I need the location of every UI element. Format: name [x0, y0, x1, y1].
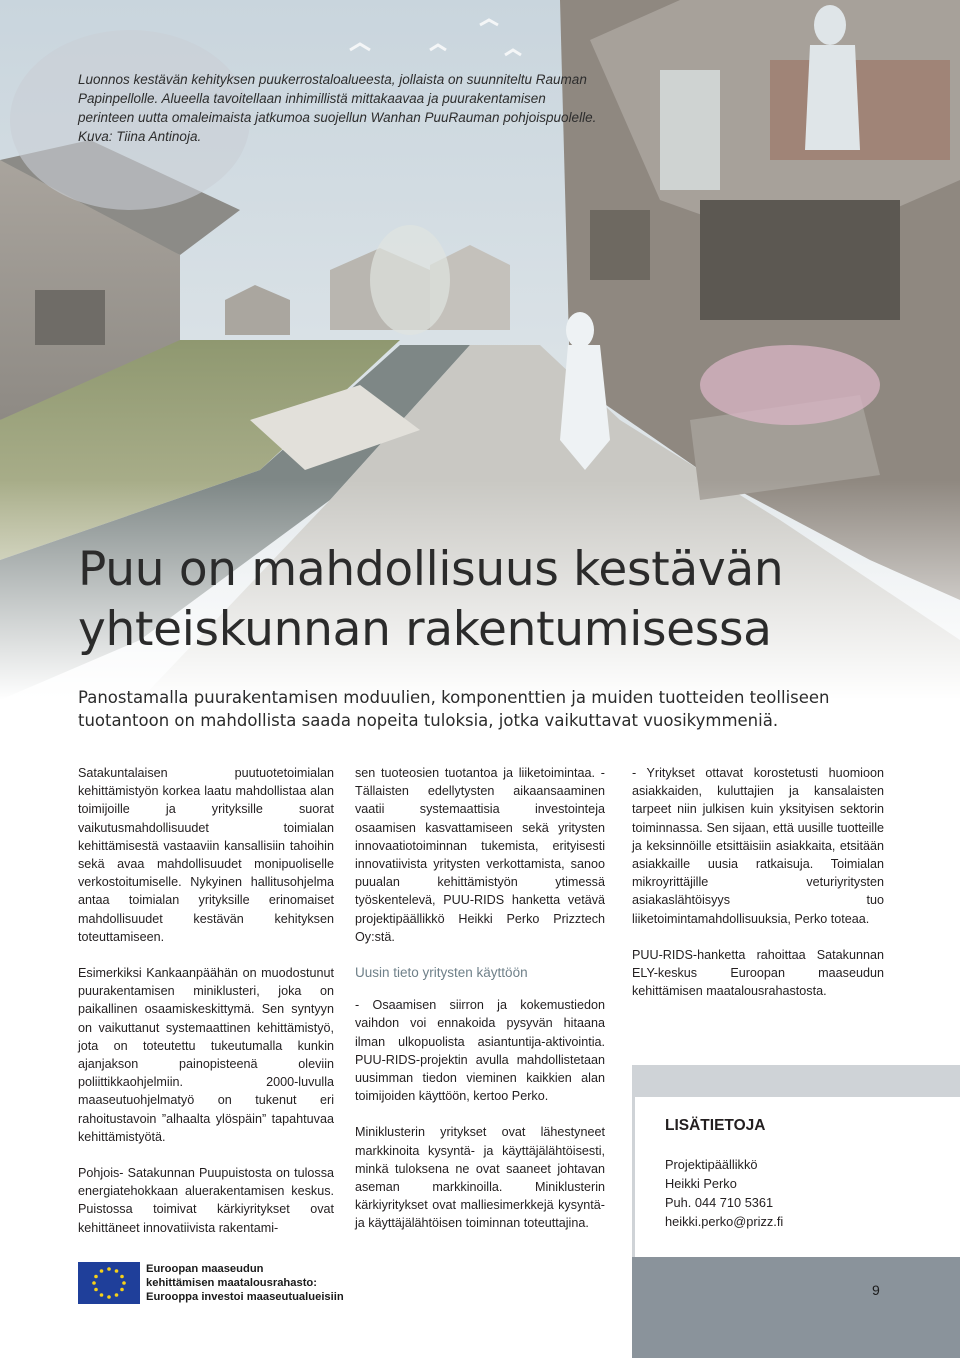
lead-paragraph: Panostamalla puurakentamisen moduulien, komponenttien ja muiden tuotteiden teolliseen tuotantoon on mahdollista saada nopeita tuloksia, jotka vaikuttavat vuosikymmeniä. [78, 688, 830, 730]
image-caption: Luonnos kestävän kehityksen puukerrostaloalueesta, jollaista on suunniteltu Rauman Papinpellolle. Alueella tavoitellaan inhimillistä mittakaavaa ja puurakentamisen perinteen uutta omaleimaista jatkumoa suojellun Wanhan PuuRauman pohjoispuolelle. Kuva: Tiina Antinoja. [78, 72, 597, 144]
info-box-header-band [632, 1065, 960, 1097]
eu-fund-line-1: Euroopan maaseudun [146, 1263, 264, 1275]
paragraph: Esimerkiksi Kankaanpäähän on muodostunut puurakentamisen miniklusteri, joka on paikallinen osaamiskeskittymä. Sen syntyyn on vaikuttanut systemaattinen kehittämistyö, jota on toteutettu tukeutumalla kunkin ajanjakson painopisteenä oleviin poliittikkaohjelmiin. 2000-luvulla maaseutuohjelmatyö on tukenut eri rahoitustavoin ”alhaalta ylöspäin” tapahtuvaa kehittämistyötä. [78, 966, 334, 1144]
contact-role: Projektipäällikkö [665, 1157, 758, 1172]
page-number: 9 [872, 1282, 880, 1298]
eu-fund-line-3: Eurooppa investoi maaseutualueisiin [146, 1291, 344, 1303]
eu-flag-icon [78, 1262, 140, 1304]
paragraph: sen tuoteosien tuotantoa ja liiketoimintaa. - Tällaisten edellytysten aikaansaaminen vaatii systemaattisia investointeja osaamisen kasvattamiseen sekä yritysten innovaatiotoiminnan tukemista, erityisesti innovatiivista yritysten verkottamista, sanoo puualan kehittämistyön ytimessä työskentelevä, PUU-RIDS hanketta vetävä projektipäällikkö Heikki Perko Prizztech Oy:stä. [355, 766, 605, 944]
contact-phone: Puh. 044 710 5361 [665, 1195, 774, 1210]
paragraph: Pohjois- Satakunnan Puupuistosta on tulossa energiatehokkaan aluerakentamisen keskus. Puistossa toimivat kärkiyritykset ovat kehittäneet innovatiivista rakentami- [78, 1166, 334, 1235]
section-subheading: Uusin tieto yritysten käyttöön [355, 965, 528, 981]
info-box-title: LISÄTIETOJA [665, 1117, 766, 1134]
paragraph: PUU-RIDS-hanketta rahoittaa Satakunnan ELY-keskus Euroopan maaseudun kehittämisen maatalousrahastosta. [632, 947, 884, 999]
page-footer-band [632, 1257, 960, 1358]
contact-email[interactable]: heikki.perko@prizz.fi [665, 1214, 784, 1229]
paragraph: - Yritykset ottavat korostetusti huomioon asiakkaiden, kuluttajien ja kansalaisten tarpeet niin julkisen kuin yksityisen sektorin toiminnassa. Sen sijaan, että uusille tuotteille ja keksinnöille etsittäisiin asiakkaita, etsitään asiakkaille uusia ratkaisuja. Toimialan mikroyrittäjille veturiyritysten asiakaslähtöisyys tuo liiketoimintamahdollisuuksia, Perko toteaa. [632, 766, 884, 926]
paragraph: Satakuntalaisen puutuotetoimialan kehittämistyön korkea laatu mahdollistaa alan toimijoille ja yrityksille suorat vaikutusmahdollisuudet toimialan kehittämisestä vastaaviin kansallisiin tahoihin sekä avaa mahdollisuudet monipuoliselle verkostoitumiselle. Nykyinen hallitusohjelma antaa toimialan yrityksille erinomaiset mahdollisuudet kestävän kehityksen toteuttamiseen. [78, 766, 334, 944]
column-2 [355, 764, 605, 1251]
page-title: Puu on mahdollisuus kestävän yhteiskunnan rakentumisessa [78, 542, 784, 657]
contact-name: Heikki Perko [665, 1176, 737, 1191]
column-1 [78, 764, 334, 1255]
eu-fund-line-2: kehittämisen maatalousrahasto: [146, 1277, 317, 1289]
paragraph: - Osaamisen siirron ja kokemustiedon vaihdon voi ennakoida pysyvän hitaana ilman ulkopuolista asiantuntija-aktivointia. PUU-RIDS-projektin avulla mahdollistetaan uusimman tiedon vieminen kaikkien alan toimijoiden käyttöön, kertoo Perko. [355, 998, 605, 1104]
eu-fund-label [146, 1262, 346, 1304]
column-3 [632, 764, 884, 1018]
paragraph: Miniklusterin yritykset ovat lähestyneet markkinoita kysyntä- ja käyttäjälähtöisesti, minkä tuloksena ne ovat saaneet johtavan aseman markkinoilla. Miniklusterin kärkiyritykset ovat malliesimerkkejä kysyntä- ja käyttäjälähtöisen toiminnan toteuttajina. [355, 1125, 605, 1231]
contact-details [665, 1155, 783, 1231]
